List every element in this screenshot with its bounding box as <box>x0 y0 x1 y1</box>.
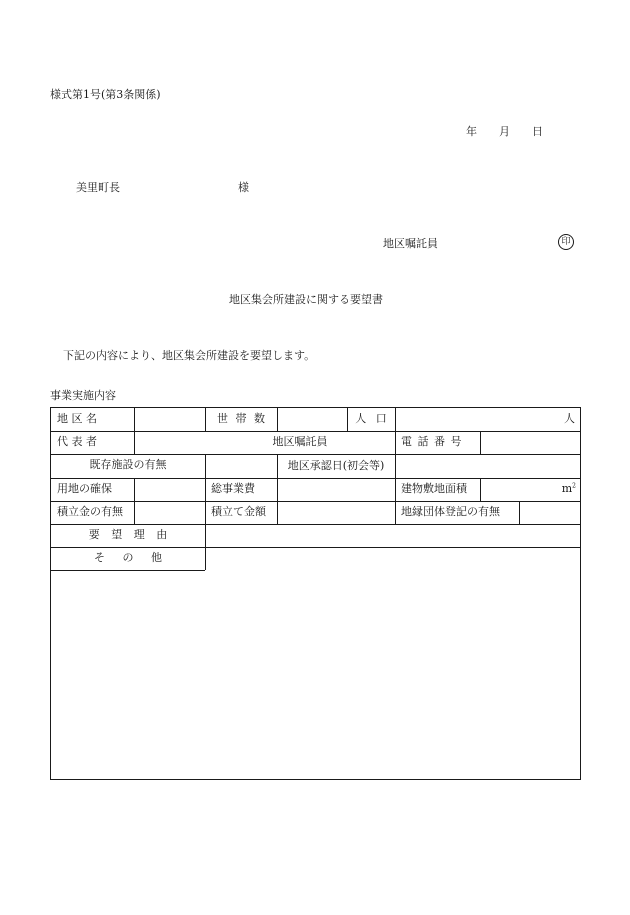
area-unit-superscript: 2 <box>572 482 576 490</box>
area-unit <box>480 478 576 500</box>
intro-text: 下記の内容により、地区集会所建設を要望します。 <box>63 349 316 362</box>
addressee-name: 美里町長 <box>76 181 120 194</box>
label-district-name: 地 区 名 <box>57 412 97 425</box>
date-day: 日 <box>532 125 543 138</box>
row-divider <box>51 570 205 571</box>
representative-role: 地区嘱託員 <box>272 435 328 448</box>
area-unit-base: m <box>561 482 573 495</box>
seal-mark: 印 <box>558 234 574 250</box>
label-reserve-amount: 積立て金額 <box>211 505 266 518</box>
section-label: 事業実施内容 <box>50 389 116 402</box>
label-existing-facility: 既存施設の有無 <box>89 458 167 471</box>
addressee-honorific: 様 <box>238 181 249 194</box>
label-building-area: 建物敷地面積 <box>401 482 467 495</box>
col-divider <box>480 431 481 454</box>
label-community-registration: 地縁団体登記の有無 <box>401 505 500 518</box>
label-land: 用地の確保 <box>57 482 112 495</box>
col-divider <box>134 408 135 454</box>
label-district-approval: 地区承認日(初会等) <box>287 459 385 472</box>
col-divider <box>205 454 206 570</box>
label-request-reason: 要 望 理 由 <box>88 528 168 541</box>
label-other: そ の 他 <box>94 551 162 564</box>
date-year: 年 <box>466 125 477 138</box>
col-divider <box>519 501 520 524</box>
label-households: 世 帯 数 <box>217 412 265 425</box>
addressee <box>76 179 249 195</box>
col-divider <box>277 408 278 431</box>
request-table <box>50 407 581 780</box>
label-representative: 代 表 者 <box>57 435 97 448</box>
population-unit: 人 <box>564 412 575 425</box>
form-number: 様式第1号(第3条関係) <box>50 88 161 101</box>
date-month: 月 <box>499 125 510 138</box>
col-divider <box>134 478 135 524</box>
date-line <box>466 123 543 139</box>
label-phone: 電 話 番 号 <box>401 435 462 448</box>
document-title: 地区集会所建設に関する要望書 <box>229 293 383 306</box>
label-total-cost: 総事業費 <box>211 482 255 495</box>
applicant-role: 地区嘱託員 <box>383 237 438 250</box>
label-population: 人 口 <box>355 412 387 425</box>
label-reserve-fund: 積立金の有無 <box>57 505 123 518</box>
